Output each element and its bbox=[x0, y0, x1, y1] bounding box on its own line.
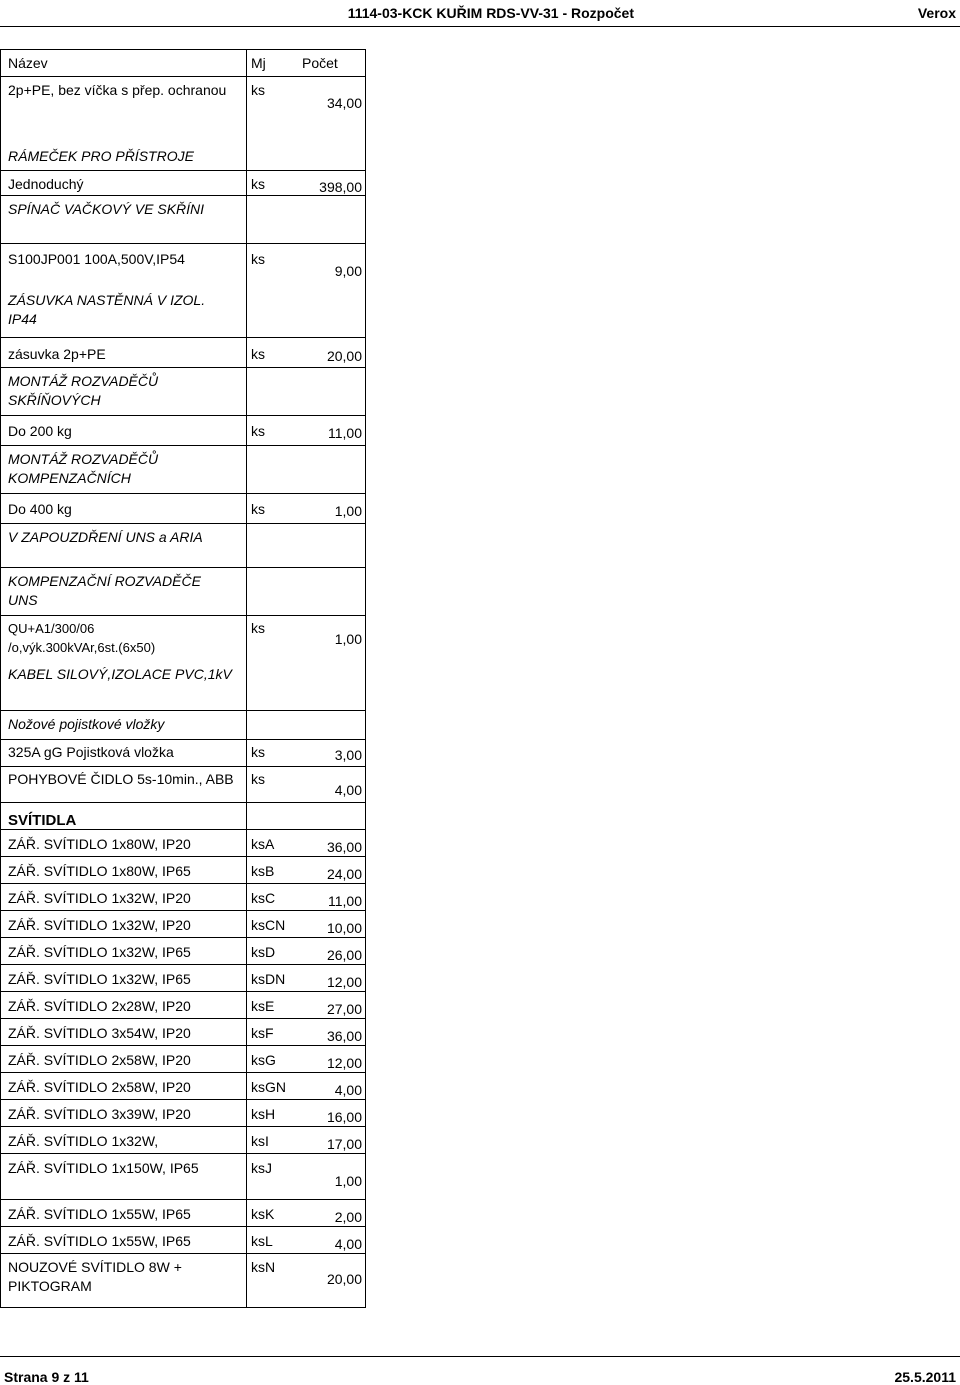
table-row bbox=[0, 1126, 366, 1153]
item-quantity: 10,00 bbox=[326, 920, 362, 936]
table-row bbox=[0, 122, 366, 170]
column-header-count: Počet bbox=[302, 55, 338, 71]
item-unit: ksN bbox=[251, 1259, 276, 1275]
table-header bbox=[0, 49, 366, 76]
item-quantity: 11,00 bbox=[328, 893, 362, 909]
item-name: KABEL SILOVÝ,IZOLACE PVC,1kV bbox=[8, 666, 232, 682]
item-name: ZÁŘ. SVÍTIDLO 1x150W, IP65 bbox=[8, 1160, 199, 1176]
item-quantity: 1,00 bbox=[334, 631, 362, 647]
item-unit: ksG bbox=[251, 1052, 276, 1068]
item-name: SVÍTIDLA bbox=[8, 812, 77, 829]
item-unit: ks bbox=[251, 82, 265, 98]
item-quantity: 12,00 bbox=[326, 974, 362, 990]
item-unit: ksCN bbox=[251, 917, 286, 933]
item-quantity: 17,00 bbox=[326, 1136, 362, 1152]
item-unit: ksI bbox=[251, 1133, 269, 1149]
table-row bbox=[0, 665, 366, 710]
item-unit: ksGN bbox=[251, 1079, 286, 1095]
company-name: Verox bbox=[917, 5, 956, 21]
item-unit: ks bbox=[251, 251, 265, 267]
item-name: NOUZOVÉ SVÍTIDLO 8W + PIKTOGRAM bbox=[8, 1259, 182, 1294]
table-row bbox=[0, 1226, 366, 1253]
item-unit: ks bbox=[251, 744, 265, 760]
item-name: V ZAPOUZDŘENÍ UNS a ARIA bbox=[8, 529, 203, 545]
table-row bbox=[0, 289, 366, 337]
item-quantity: 1,00 bbox=[334, 503, 362, 519]
item-name: ZÁŘ. SVÍTIDLO 1x32W, IP65 bbox=[8, 971, 191, 987]
item-quantity: 20,00 bbox=[326, 1271, 362, 1287]
page-number: Strana 9 z 11 bbox=[4, 1369, 89, 1385]
table-bottom-border bbox=[0, 1307, 366, 1308]
item-name: SPÍNAČ VAČKOVÝ VE SKŘÍNI bbox=[8, 201, 205, 217]
item-unit: ksL bbox=[251, 1233, 273, 1249]
item-quantity: 36,00 bbox=[326, 1028, 362, 1044]
item-name: QU+A1/300/06 /o,výk.300kVAr,6st.(6x50) bbox=[8, 621, 156, 655]
item-name: ZÁŘ. SVÍTIDLO 1x32W, IP20 bbox=[8, 917, 191, 933]
item-name: ZÁŘ. SVÍTIDLO 1x55W, IP65 bbox=[8, 1206, 191, 1222]
table-row bbox=[0, 337, 366, 367]
print-date: 25.5.2011 bbox=[894, 1369, 956, 1385]
item-quantity: 20,00 bbox=[326, 348, 362, 364]
item-unit: ksB bbox=[251, 863, 275, 879]
item-name: ZÁŘ. SVÍTIDLO 3x39W, IP20 bbox=[8, 1106, 191, 1122]
item-quantity: 3,00 bbox=[334, 747, 362, 763]
table-row bbox=[0, 195, 366, 243]
item-quantity: 26,00 bbox=[326, 947, 362, 963]
item-quantity: 12,00 bbox=[326, 1055, 362, 1071]
table-row bbox=[0, 1072, 366, 1099]
table-row bbox=[0, 964, 366, 991]
item-unit: ks bbox=[251, 771, 265, 787]
table-row bbox=[0, 567, 366, 615]
item-unit: ksJ bbox=[251, 1160, 272, 1176]
column-header-name: Název bbox=[8, 55, 48, 71]
item-quantity: 2,00 bbox=[334, 1209, 362, 1225]
item-name: ZÁŘ. SVÍTIDLO 1x55W, IP65 bbox=[8, 1233, 191, 1249]
item-unit: ks bbox=[251, 501, 265, 517]
item-name: S100JP001 100A,500V,IP54 bbox=[8, 251, 185, 267]
item-name: ZÁŘ. SVÍTIDLO 3x54W, IP20 bbox=[8, 1025, 191, 1041]
item-name: ZÁŘ. SVÍTIDLO 1x80W, IP65 bbox=[8, 863, 191, 879]
table-row bbox=[0, 739, 366, 766]
item-quantity: 4,00 bbox=[334, 1236, 362, 1252]
item-unit: ksE bbox=[251, 998, 275, 1014]
item-name: Jednoduchý bbox=[8, 176, 84, 192]
table-row bbox=[0, 523, 366, 567]
item-name: Do 200 kg bbox=[8, 423, 72, 439]
item-name: ZÁŘ. SVÍTIDLO 2x58W, IP20 bbox=[8, 1052, 191, 1068]
document-title: 1114-03-KCK KUŘIM RDS-VV-31 - Rozpočet bbox=[347, 5, 634, 21]
table-row bbox=[0, 802, 366, 829]
table-row bbox=[0, 493, 366, 523]
table-row bbox=[0, 1199, 366, 1226]
item-unit: ks bbox=[251, 176, 265, 192]
item-quantity: 9,00 bbox=[334, 263, 362, 279]
table-row bbox=[0, 710, 366, 739]
table-row bbox=[0, 1045, 366, 1072]
item-name: MONTÁŽ ROZVADĚČŮ SKŘÍŇOVÝCH bbox=[8, 373, 159, 408]
item-unit: ksH bbox=[251, 1106, 276, 1122]
item-quantity: 1,00 bbox=[334, 1173, 362, 1189]
table-row bbox=[0, 367, 366, 415]
item-quantity: 11,00 bbox=[328, 425, 362, 441]
item-name: ZÁŘ. SVÍTIDLO 1x32W, bbox=[8, 1133, 159, 1149]
header-rule bbox=[0, 26, 960, 27]
item-quantity: 27,00 bbox=[326, 1001, 362, 1017]
table-row bbox=[0, 1253, 366, 1307]
item-name: ZÁŘ. SVÍTIDLO 1x32W, IP20 bbox=[8, 890, 191, 906]
column-header-unit: Mj bbox=[251, 55, 266, 71]
table-row bbox=[0, 243, 366, 289]
item-name: ZÁŘ. SVÍTIDLO 1x80W, IP20 bbox=[8, 836, 191, 852]
table-row bbox=[0, 883, 366, 910]
table-row bbox=[0, 445, 366, 493]
table-row bbox=[0, 1153, 366, 1199]
item-quantity: 34,00 bbox=[326, 95, 362, 111]
item-unit: ks bbox=[251, 620, 265, 636]
item-name: ZÁŘ. SVÍTIDLO 1x32W, IP65 bbox=[8, 944, 191, 960]
item-name: POHYBOVÉ ČIDLO 5s-10min., ABB bbox=[8, 771, 234, 787]
item-quantity: 24,00 bbox=[326, 866, 362, 882]
item-name: Nožové pojistkové vložky bbox=[8, 716, 165, 732]
table-row bbox=[0, 1018, 366, 1045]
table-row bbox=[0, 856, 366, 883]
table-row bbox=[0, 937, 366, 964]
table-row bbox=[0, 1099, 366, 1126]
item-name: zásuvka 2p+PE bbox=[8, 346, 106, 362]
table-row bbox=[0, 991, 366, 1018]
table-row bbox=[0, 829, 366, 856]
table-row bbox=[0, 415, 366, 445]
item-name: MONTÁŽ ROZVADĚČŮ KOMPENZAČNÍCH bbox=[8, 451, 159, 486]
item-unit: ks bbox=[251, 423, 265, 439]
table-row bbox=[0, 766, 366, 802]
item-name: ZÁSUVKA NASTĚNNÁ V IZOL. IP44 bbox=[8, 292, 206, 327]
item-unit: ksC bbox=[251, 890, 276, 906]
item-unit: ksD bbox=[251, 944, 276, 960]
table-row bbox=[0, 910, 366, 937]
page-header bbox=[0, 0, 960, 26]
table-row bbox=[0, 76, 366, 122]
item-name: ZÁŘ. SVÍTIDLO 2x28W, IP20 bbox=[8, 998, 191, 1014]
item-name: 2p+PE, bez víčka s přep. ochranou bbox=[8, 82, 227, 98]
item-unit: ks bbox=[251, 346, 265, 362]
item-quantity: 36,00 bbox=[326, 839, 362, 855]
item-quantity: 4,00 bbox=[334, 1082, 362, 1098]
item-unit: ksF bbox=[251, 1025, 274, 1041]
item-unit: ksK bbox=[251, 1206, 275, 1222]
item-name: RÁMEČEK PRO PŘÍSTROJE bbox=[8, 148, 194, 164]
item-quantity: 398,00 bbox=[319, 179, 362, 195]
item-unit: ksDN bbox=[251, 971, 286, 987]
table-row bbox=[0, 615, 366, 665]
item-name: Do 400 kg bbox=[8, 501, 72, 517]
item-name: KOMPENZAČNÍ ROZVADĚČE UNS bbox=[8, 573, 201, 608]
item-quantity: 16,00 bbox=[326, 1109, 362, 1125]
item-name: 325A gG Pojistková vložka bbox=[8, 744, 174, 760]
footer-rule bbox=[0, 1356, 960, 1357]
item-unit: ksA bbox=[251, 836, 275, 852]
table-row bbox=[0, 170, 366, 195]
item-name: ZÁŘ. SVÍTIDLO 2x58W, IP20 bbox=[8, 1079, 191, 1095]
item-quantity: 4,00 bbox=[334, 782, 362, 798]
